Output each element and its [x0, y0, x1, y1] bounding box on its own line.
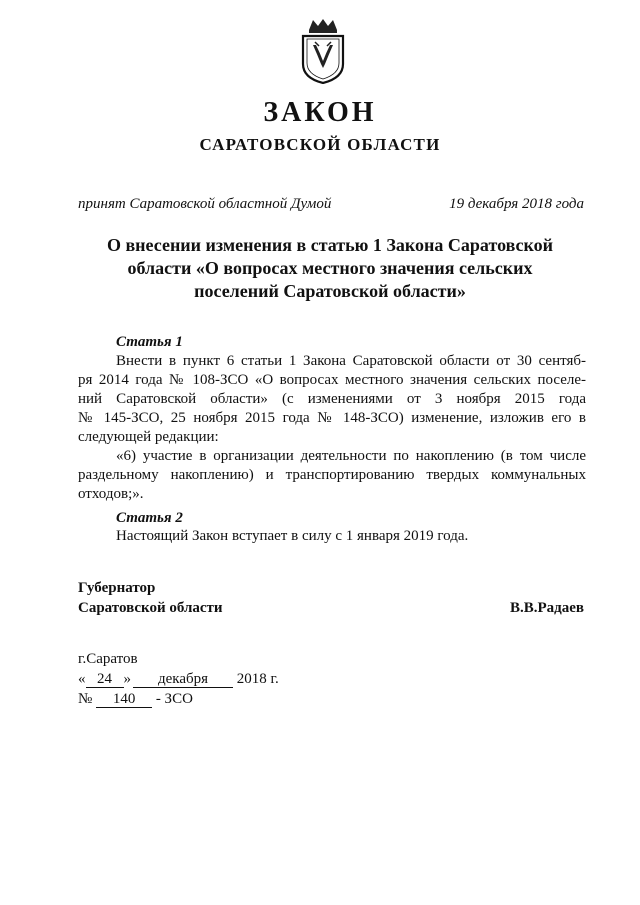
- paragraph-line: ний Саратовской области» (с изменениями от 3 ноября 2015 года: [78, 391, 586, 407]
- signature-position: [78, 578, 223, 618]
- position-line: Саратовской области: [78, 600, 223, 616]
- date-year: 2018 г.: [236, 671, 279, 687]
- document-heading: [60, 234, 600, 303]
- position-line: Губернатор: [78, 580, 156, 596]
- signatory-name: В.В.Радаев: [509, 600, 584, 616]
- article-1-label: Статья 1: [116, 334, 183, 350]
- law-number: [78, 689, 279, 709]
- city: г.Саратов: [78, 651, 138, 667]
- paragraph-line: следующей редакции:: [78, 429, 219, 445]
- place-date-number: [78, 649, 279, 709]
- number-value: 140: [96, 692, 152, 708]
- heading-line: области «О вопросах местного значения сельских: [127, 258, 533, 278]
- article-2-label: Статья 2: [116, 510, 183, 526]
- date-month: декабря: [133, 672, 233, 688]
- paragraph-line: ря 2014 года № 108-ЗСО «О вопросах местного значения сельских поселе-: [78, 372, 586, 388]
- article-1-paragraph: [78, 352, 586, 504]
- quote-line: отходов;».: [78, 486, 144, 502]
- paragraph-line: № 145-ЗСО, 25 ноября 2015 года № 148-ЗСО) изменение, изложив его в: [78, 410, 586, 426]
- adoption-date: 19 декабря 2018 года: [449, 196, 584, 212]
- law-title: ЗАКОН: [263, 97, 377, 128]
- quote-line: раздельному накоплению) и транспортированию твердых коммунальных: [78, 467, 586, 483]
- date-open-quote: «: [78, 671, 86, 687]
- article-2-text: Настоящий Закон вступает в силу с 1 января 2019 года.: [116, 528, 469, 544]
- number-suffix: - ЗСО: [155, 691, 193, 707]
- date-day: 24: [86, 672, 124, 688]
- paragraph-line: Внести в пункт 6 статьи 1 Закона Саратовской области от 30 сентяб-: [116, 353, 586, 369]
- quote-line: «6) участие в организации деятельности по накоплению (в том числе: [116, 448, 586, 464]
- heading-line: поселений Саратовской области»: [194, 281, 466, 301]
- number-prefix: №: [78, 691, 93, 707]
- saratov-coat-of-arms-icon: [299, 18, 347, 84]
- adopted-by: принят Саратовской областной Думой: [78, 196, 332, 212]
- date-close-quote: »: [123, 671, 131, 687]
- region-subtitle: САРАТОВСКОЙ ОБЛАСТИ: [199, 135, 441, 154]
- signing-date: [78, 669, 279, 689]
- heading-line: О внесении изменения в статью 1 Закона Саратовской: [106, 235, 554, 255]
